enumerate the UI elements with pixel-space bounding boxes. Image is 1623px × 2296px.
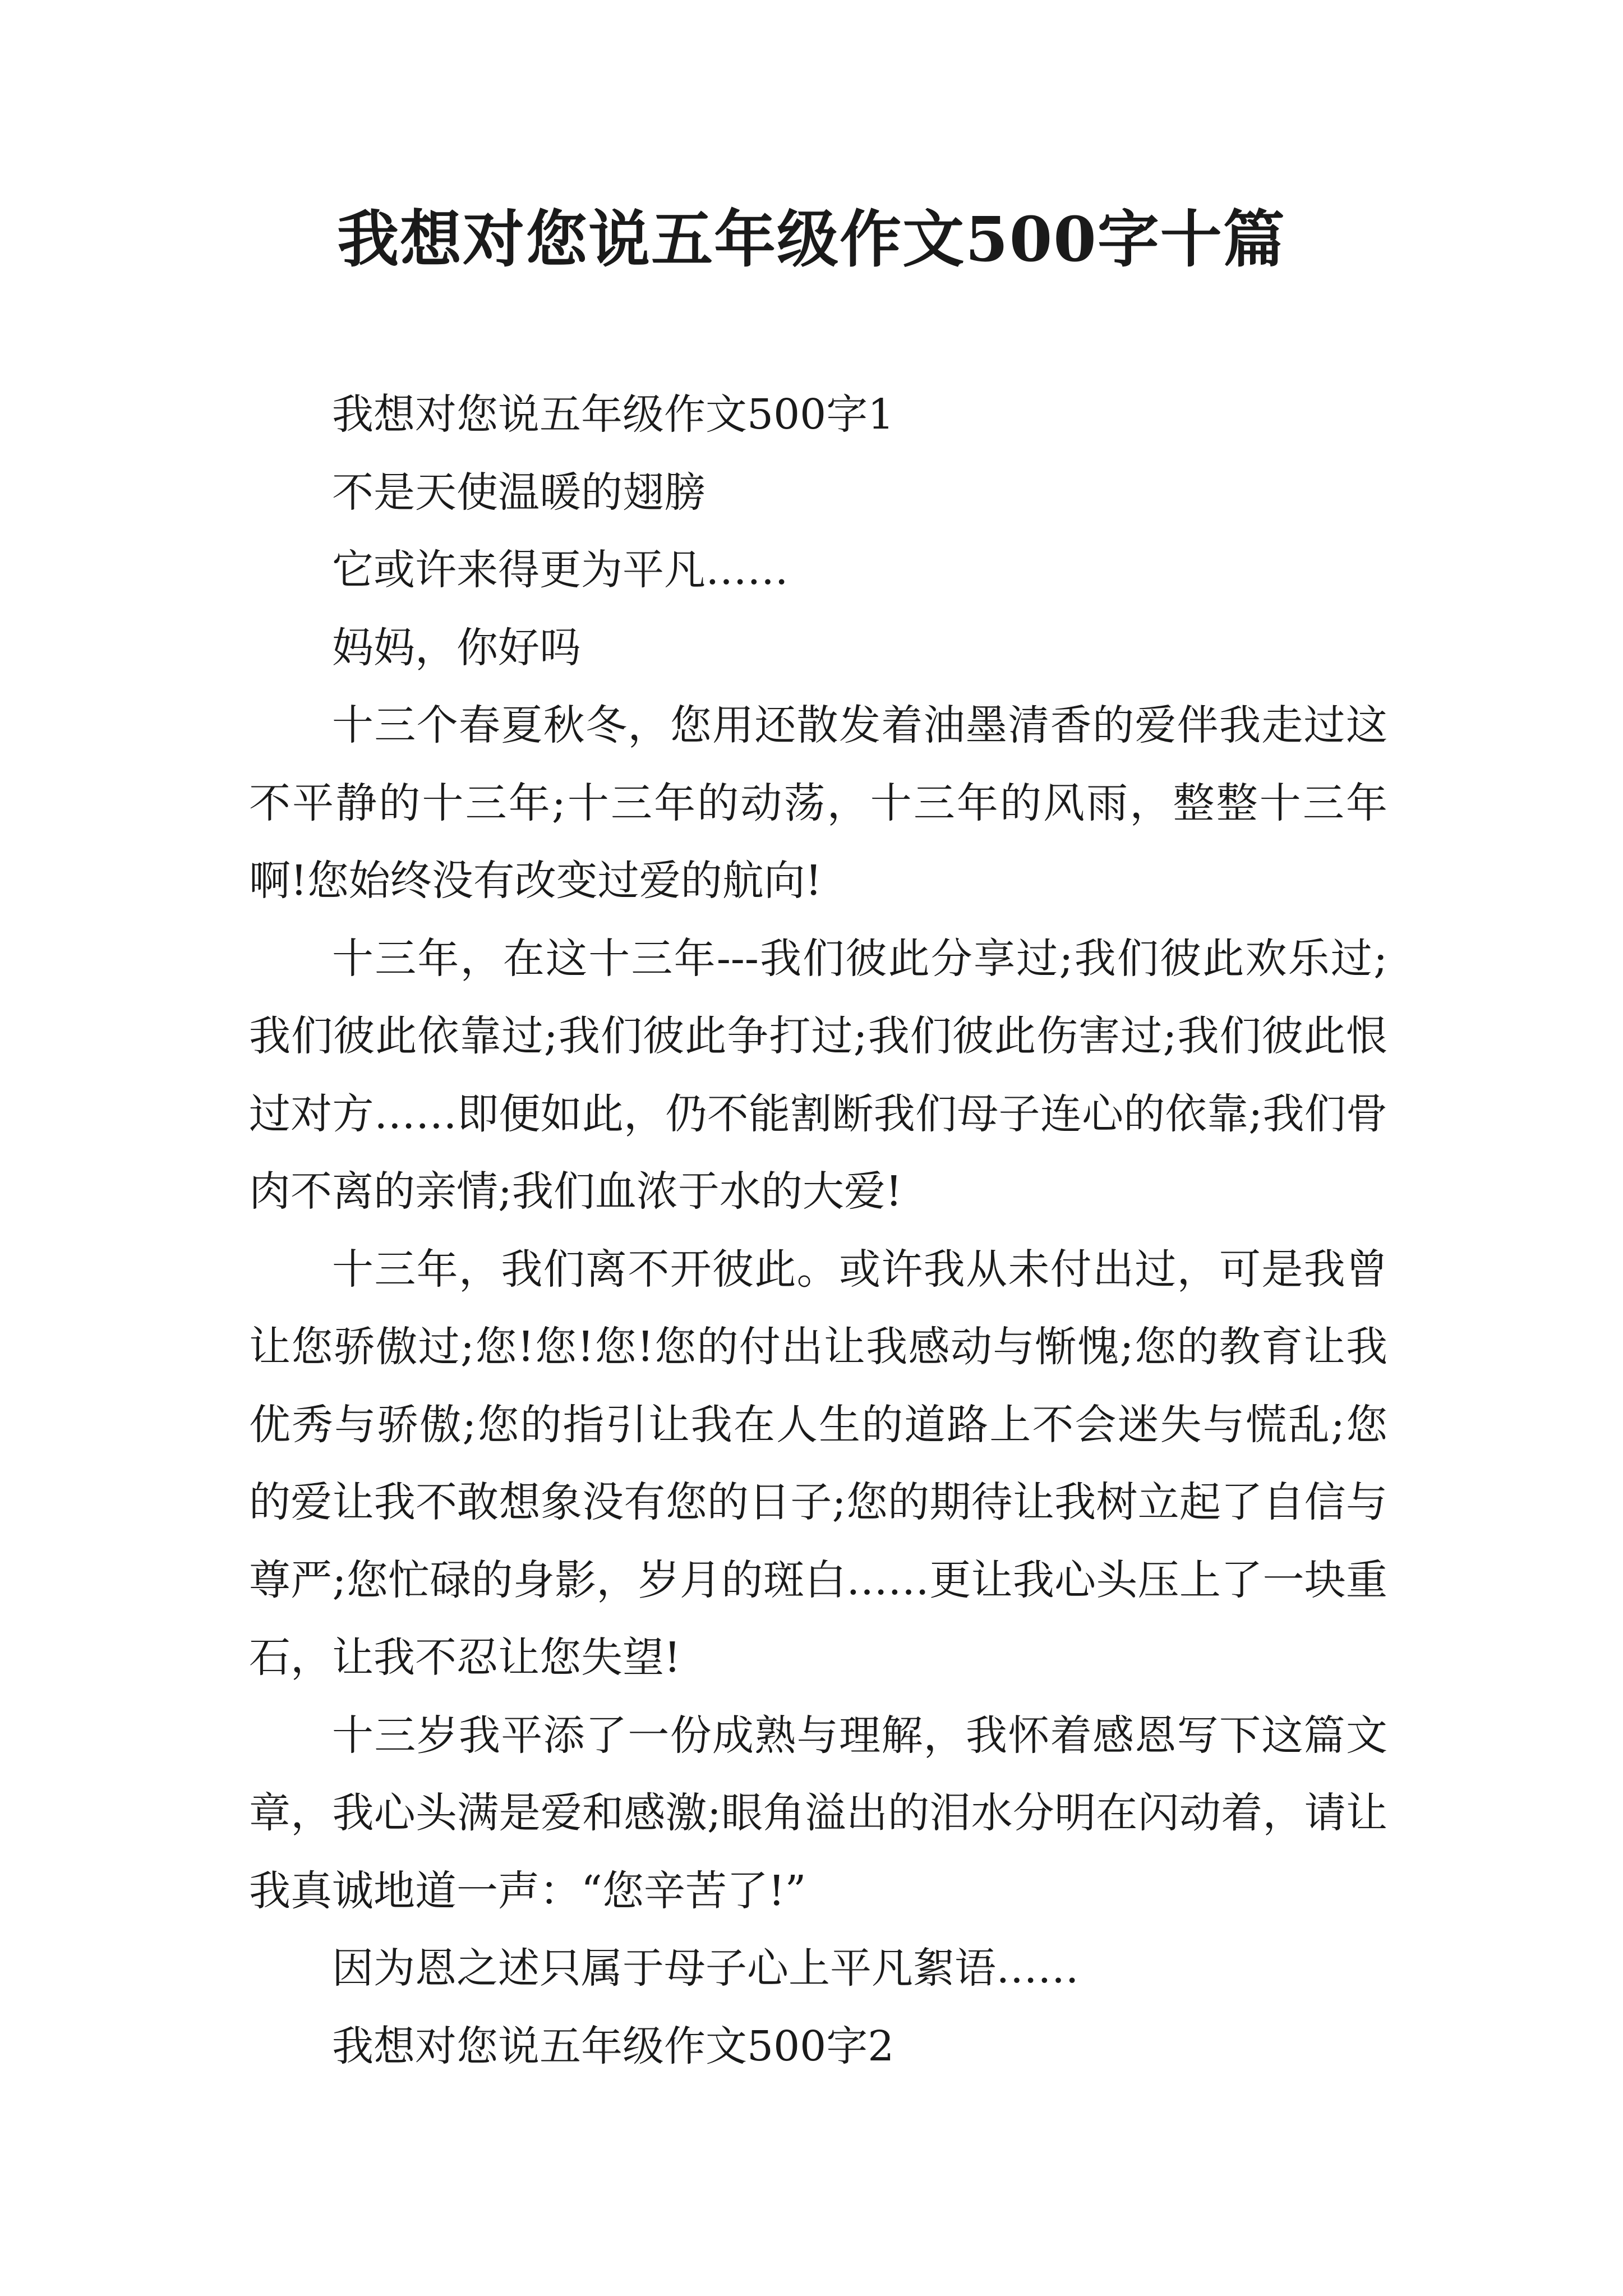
paragraph: 十三岁我平添了一份成熟与理解，我怀着感恩写下这篇文章，我心头满是爱和感激;眼角溢出的泪水分明在闪动着，请让我真诚地道一声：“您辛苦了!” (249, 1711, 1387, 1915)
paragraph: 十三个春夏秋冬，您用还散发着油墨清香的爱伴我走过这不平静的十三年;十三年的动荡，十三年的风雨，整整十三年啊!您始终没有改变过爱的航向! (249, 701, 1387, 905)
document-body (249, 376, 1387, 2085)
section-heading: 我想对您说五年级作文500字2 (332, 2022, 895, 2070)
section-heading: 我想对您说五年级作文500字1 (332, 390, 895, 439)
paragraph: 它或许来得更为平凡…… (332, 546, 789, 594)
paragraph: 十三年，我们离不开彼此。或许我从未付出过，可是我曾让您骄傲过;您!您!您!您的付出让我感动与惭愧;您的教育让我优秀与骄傲;您的指引让我在人生的道路上不会迷失与慌乱;您的爱让我不敢想象没有您的日子;您的期待让我树立起了自信与尊严;您忙碌的身影，岁月的斑白……更让我心头压上了一块重石，让我不忍让您失望! (249, 1245, 1387, 1682)
paragraph: 因为恩之述只属于母子心上平凡絮语…… (332, 1944, 1079, 1993)
paragraph: 不是天使温暖的翅膀 (332, 468, 706, 517)
document-title: 我想对您说五年级作文500字十篇 (337, 203, 1286, 275)
paragraph: 十三年，在这十三年---我们彼此分享过;我们彼此欢乐过;我们彼此依靠过;我们彼此争打过;我们彼此伤害过;我们彼此恨过对方……即便如此，仍不能割断我们母子连心的依靠;我们骨肉不离的亲情;我们血浓于水的大爱! (249, 934, 1387, 1216)
paragraph: 妈妈，你好吗 (332, 623, 581, 672)
